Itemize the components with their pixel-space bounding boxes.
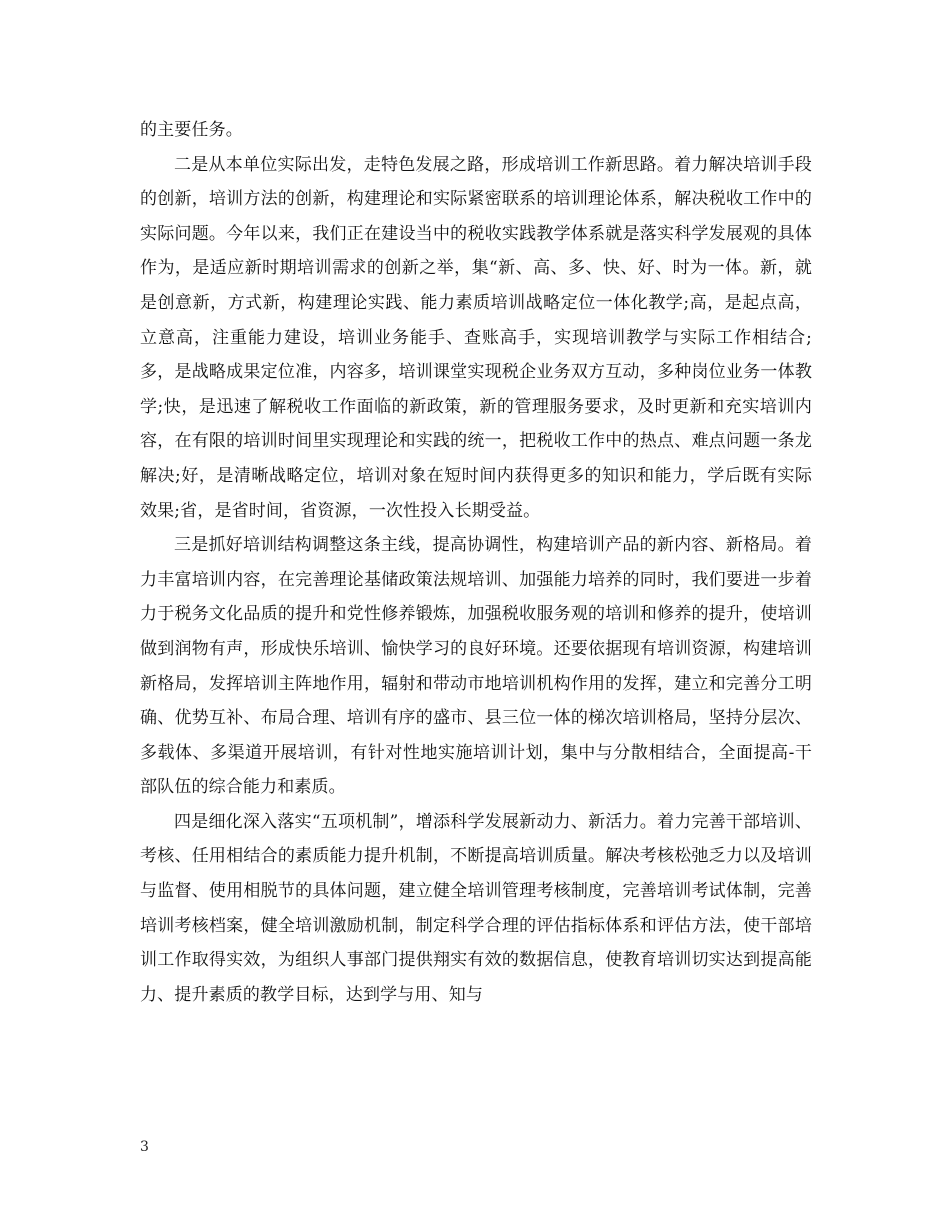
document-body — [140, 113, 812, 1012]
paragraph-third-point: 三是抓好培训结构调整这条主线，提高协调性，构建培训产品的新内容、新格局。着力丰富培训内容，在完善理论基储政策法规培训、加强能力培养的同时，我们要进一步着力于税务文化品质的提升和党性修养锻炼，加强税收服务观的培训和修养的提升，使培训做到润物有声，形成快乐培训、愉快学习的良好环境。还要依据现有培训资源，构建培训新格局，发挥培训主阵地作用，辐射和带动市地培训机构作用的发挥，建立和完善分工明确、优势互补、布局合理、培训有序的盛市、县三位一体的梯次培训格局，坚持分层次、多载体、多渠道开展培训，有针对性地实施培训计划，集中与分散相结合，全面提高-干部队伍的综合能力和素质。 — [140, 535, 812, 798]
paragraph-second-point: 二是从本单位实际出发，走特色发展之路，形成培训工作新思路。着力解决培训手段的创新，培训方法的创新，构建理论和实际紧密联系的培训理论体系，解决税收工作中的实际问题。今年以来，我们正在建设当中的税收实践教学体系就是落实科学发展观的具体作为，是适应新时期培训需求的创新之举，集“新、高、多、快、好、时为一体。新，就是创意新，方式新，构建理论实践、能力素质培训战略定位一体化教学;高，是起点高，立意高，注重能力建设，培训业务能手、查账高手，实现培训教学与实际工作相结合;多，是战略成果定位准，内容多，培训课堂实现税企业务双方互动，多种岗位业务一体教学;快，是迅速了解税收工作面临的新政策，新的管理服务要求，及时更新和充实培训内容，在有限的培训时间里实现理论和实践的统一，把税收工作中的热点、难点问题一条龙解决;好，是清晰战略定位，培训对象在短时间内获得更多的知识和能力，学后既有实际效果;省，是省时间，省资源，一次性投入长期受益。 — [140, 154, 812, 521]
paragraph-fourth-point: 四是细化深入落实“五项机制”，增添科学发展新动力、新活力。着力完善干部培训、考核、任用相结合的素质能力提升机制，不断提高培训质量。解决考核松弛乏力以及培训与监督、使用相脱节的具体问题，建立健全培训管理考核制度，完善培训考试体制，完善培训考核档案，健全培训激励机制，制定科学合理的评估指标体系和评估方法，使干部培训工作取得实效，为组织人事部门提供翔实有效的数据信息，使教育培训切实达到提高能力、提升素质的教学目标，达到学与用、知与 — [140, 811, 812, 1005]
page-number: 3 — [140, 1139, 149, 1155]
paragraph-continuation: 的主要任务。 — [140, 120, 243, 140]
